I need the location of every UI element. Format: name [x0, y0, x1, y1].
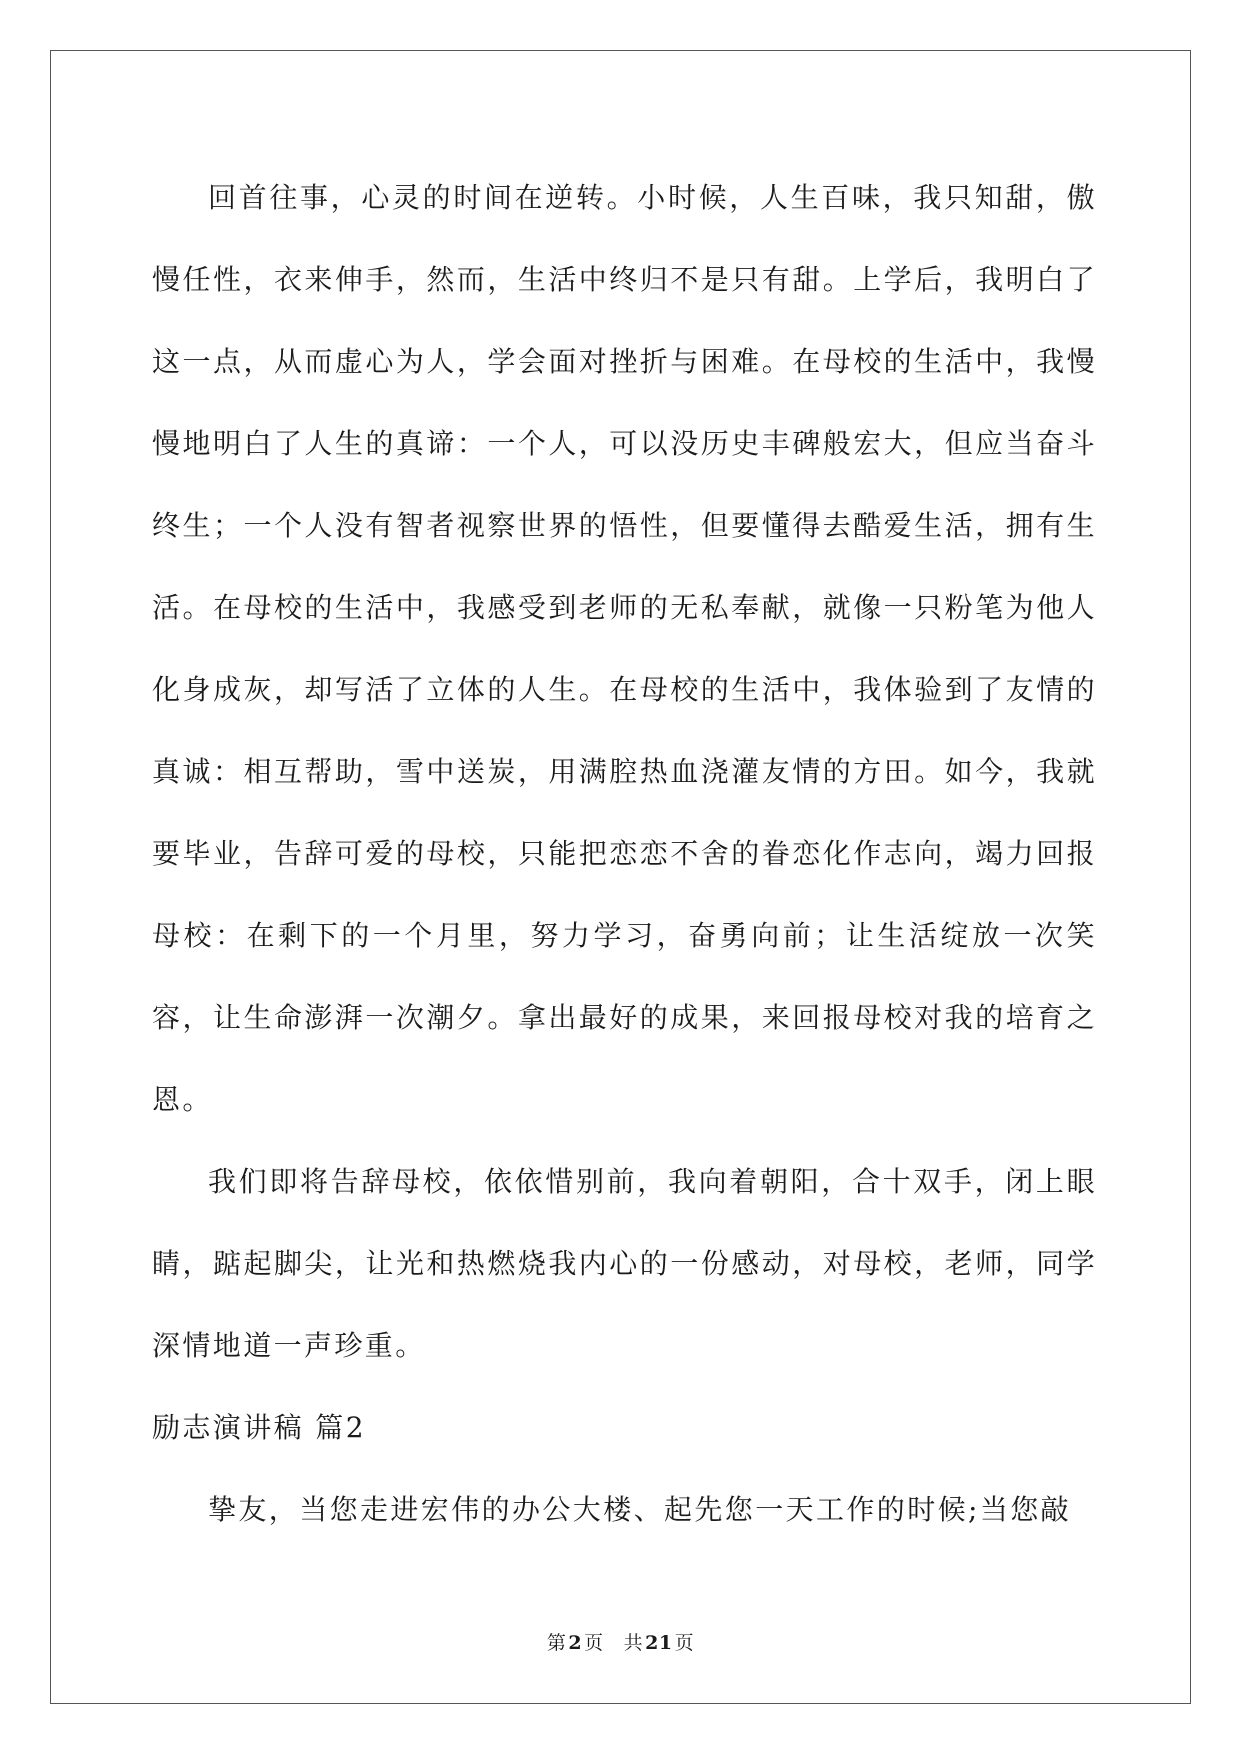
total-prefix: 共 [623, 1632, 644, 1654]
page-current: 2 [568, 1632, 583, 1654]
page-prefix: 第 [546, 1632, 567, 1654]
page-footer [0, 1628, 1241, 1655]
paragraph-1: 回首往事，心灵的时间在逆转。小时候，人生百味，我只知甜，傲慢任性，衣来伸手，然而，生活中终归不是只有甜。上学后，我明白了这一点，从而虚心为人，学会面对挫折与困难。在母校的生活中，我慢慢地明白了人生的真谛：一个人，可以没历史丰碑般宏大，但应当奋斗终生；一个人没有智者视察世界的悟性，但要懂得去酷爱生活，拥有生活。在母校的生活中，我感受到老师的无私奉献，就像一只粉笔为他人化身成灰，却写活了立体的人生。在母校的生活中，我体验到了友情的真诚：相互帮助，雪中送炭，用满腔热血浇灌友情的方田。如今，我就要毕业，告辞可爱的母校，只能把恋恋不舍的眷恋化作志向，竭力回报母校：在剩下的一个月里，努力学习，奋勇向前；让生活绽放一次笑容，让生命澎湃一次潮夕。拿出最好的成果，来回报母校对我的培育之恩。 [152, 181, 1097, 1116]
page-suffix: 页 [584, 1632, 604, 1654]
paragraph-2: 我们即将告辞母校，依依惜别前，我向着朝阳，合十双手，闭上眼睛，踮起脚尖，让光和热燃烧我内心的一份感动，对母校，老师，同学深情地道一声珍重。 [152, 1165, 1097, 1362]
total-suffix: 页 [674, 1632, 695, 1654]
paragraph-3: 挚友，当您走进宏伟的办公大楼、起先您一天工作的时候;当您敲 [208, 1493, 1072, 1526]
page-total: 21 [645, 1632, 673, 1654]
document-body [152, 157, 1097, 1551]
section-heading: 励志演讲稿 篇2 [152, 1411, 366, 1444]
